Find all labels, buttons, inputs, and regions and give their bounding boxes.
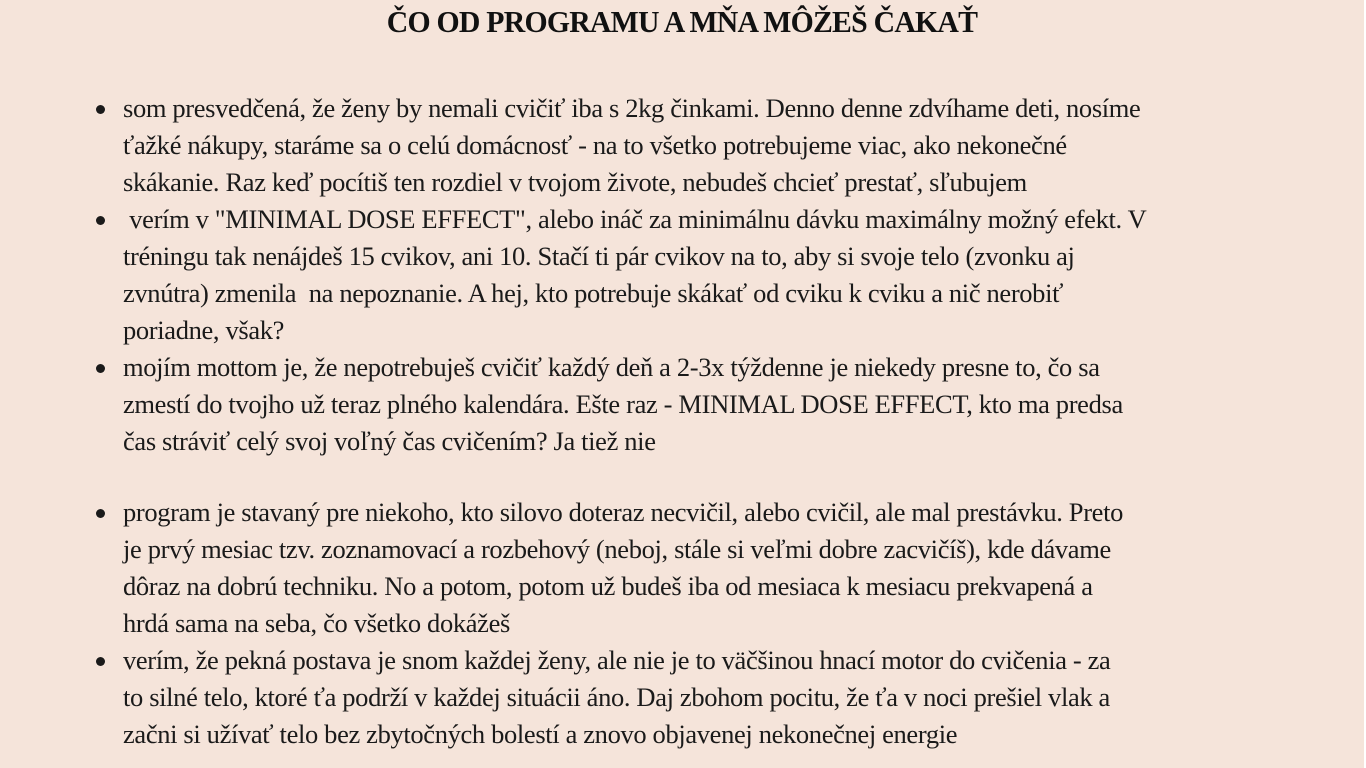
list-item-line: tréningu tak nenájdeš 15 cvikov, ani 10. Stačí ti pár cvikov na to, aby si svoje telo (zvonku aj — [123, 241, 1075, 271]
list-item-line: zmestí do tvojho už teraz plného kalendára. Ešte raz - MINIMAL DOSE EFFECT, kto ma predsa — [123, 389, 1123, 419]
list-item-line: začni si užívať telo bez zbytočných bolestí a znovo objavenej nekonečnej energie — [123, 719, 958, 749]
list-item-line: skákanie. Raz keď pocítiš ten rozdiel v tvojom živote, nebudeš chcieť prestať, sľubujem — [123, 167, 1027, 197]
list-item-line: hrdá sama na seba, čo všetko dokážeš — [123, 608, 510, 638]
bullet-icon — [96, 657, 105, 666]
list-item-line: čas stráviť celý svoj voľný čas cvičením? Ja tiež nie — [123, 426, 656, 456]
list-item-line: som presvedčená, že ženy by nemali cvičiť iba s 2kg činkami. Denno denne zdvíhame deti, nosíme — [123, 93, 1141, 123]
list-item — [0, 201, 1364, 349]
list-item — [0, 494, 1364, 642]
list-item-line: ťažké nákupy, staráme sa o celú domácnosť - na to všetko potrebujeme viac, ako nekonečné — [123, 130, 1067, 160]
list-item-line: verím v "MINIMAL DOSE EFFECT", alebo ináč za minimálnu dávku maximálny možný efekt. V — [123, 204, 1147, 234]
list-item — [0, 642, 1364, 753]
list-item-line: verím, že pekná postava je snom každej ženy, ale nie je to väčšinou hnací motor do cvičenia - za — [123, 645, 1111, 675]
list-item-line: poriadne, však? — [123, 315, 285, 345]
bullet-icon — [96, 105, 105, 114]
list-item — [0, 90, 1364, 201]
page-title: ČO OD PROGRAMU A MŇA MÔŽEŠ ČAKAŤ — [386, 4, 978, 39]
list-item-line: je prvý mesiac tzv. zoznamovací a rozbehový (neboj, stále si veľmi dobre zacvičíš), kde dávame — [123, 534, 1111, 564]
bullet-icon — [96, 509, 105, 518]
list-item-line: to silné telo, ktoré ťa podrží v každej situácii áno. Daj zbohom pocitu, že ťa v noci prešiel vlak a — [123, 682, 1110, 712]
benefits-list — [0, 90, 1364, 753]
list-item — [0, 349, 1364, 460]
list-item-line: dôraz na dobrú techniku. No a potom, potom už budeš iba od mesiaca k mesiacu prekvapená a — [123, 571, 1093, 601]
list-spacer — [0, 460, 1364, 494]
bullet-icon — [96, 364, 105, 373]
list-item-line: program je stavaný pre niekoho, kto silovo doteraz necvičil, alebo cvičil, ale mal prestávku. Preto — [123, 497, 1123, 527]
list-item-line: zvnútra) zmenila na nepoznanie. A hej, kto potrebuje skákať od cviku k cviku a nič nerobiť — [123, 278, 1064, 308]
list-item-line: mojím mottom je, že nepotrebuješ cvičiť každý deň a 2-3x týždenne je niekedy presne to, čo sa — [123, 352, 1100, 382]
bullet-icon — [96, 216, 105, 225]
